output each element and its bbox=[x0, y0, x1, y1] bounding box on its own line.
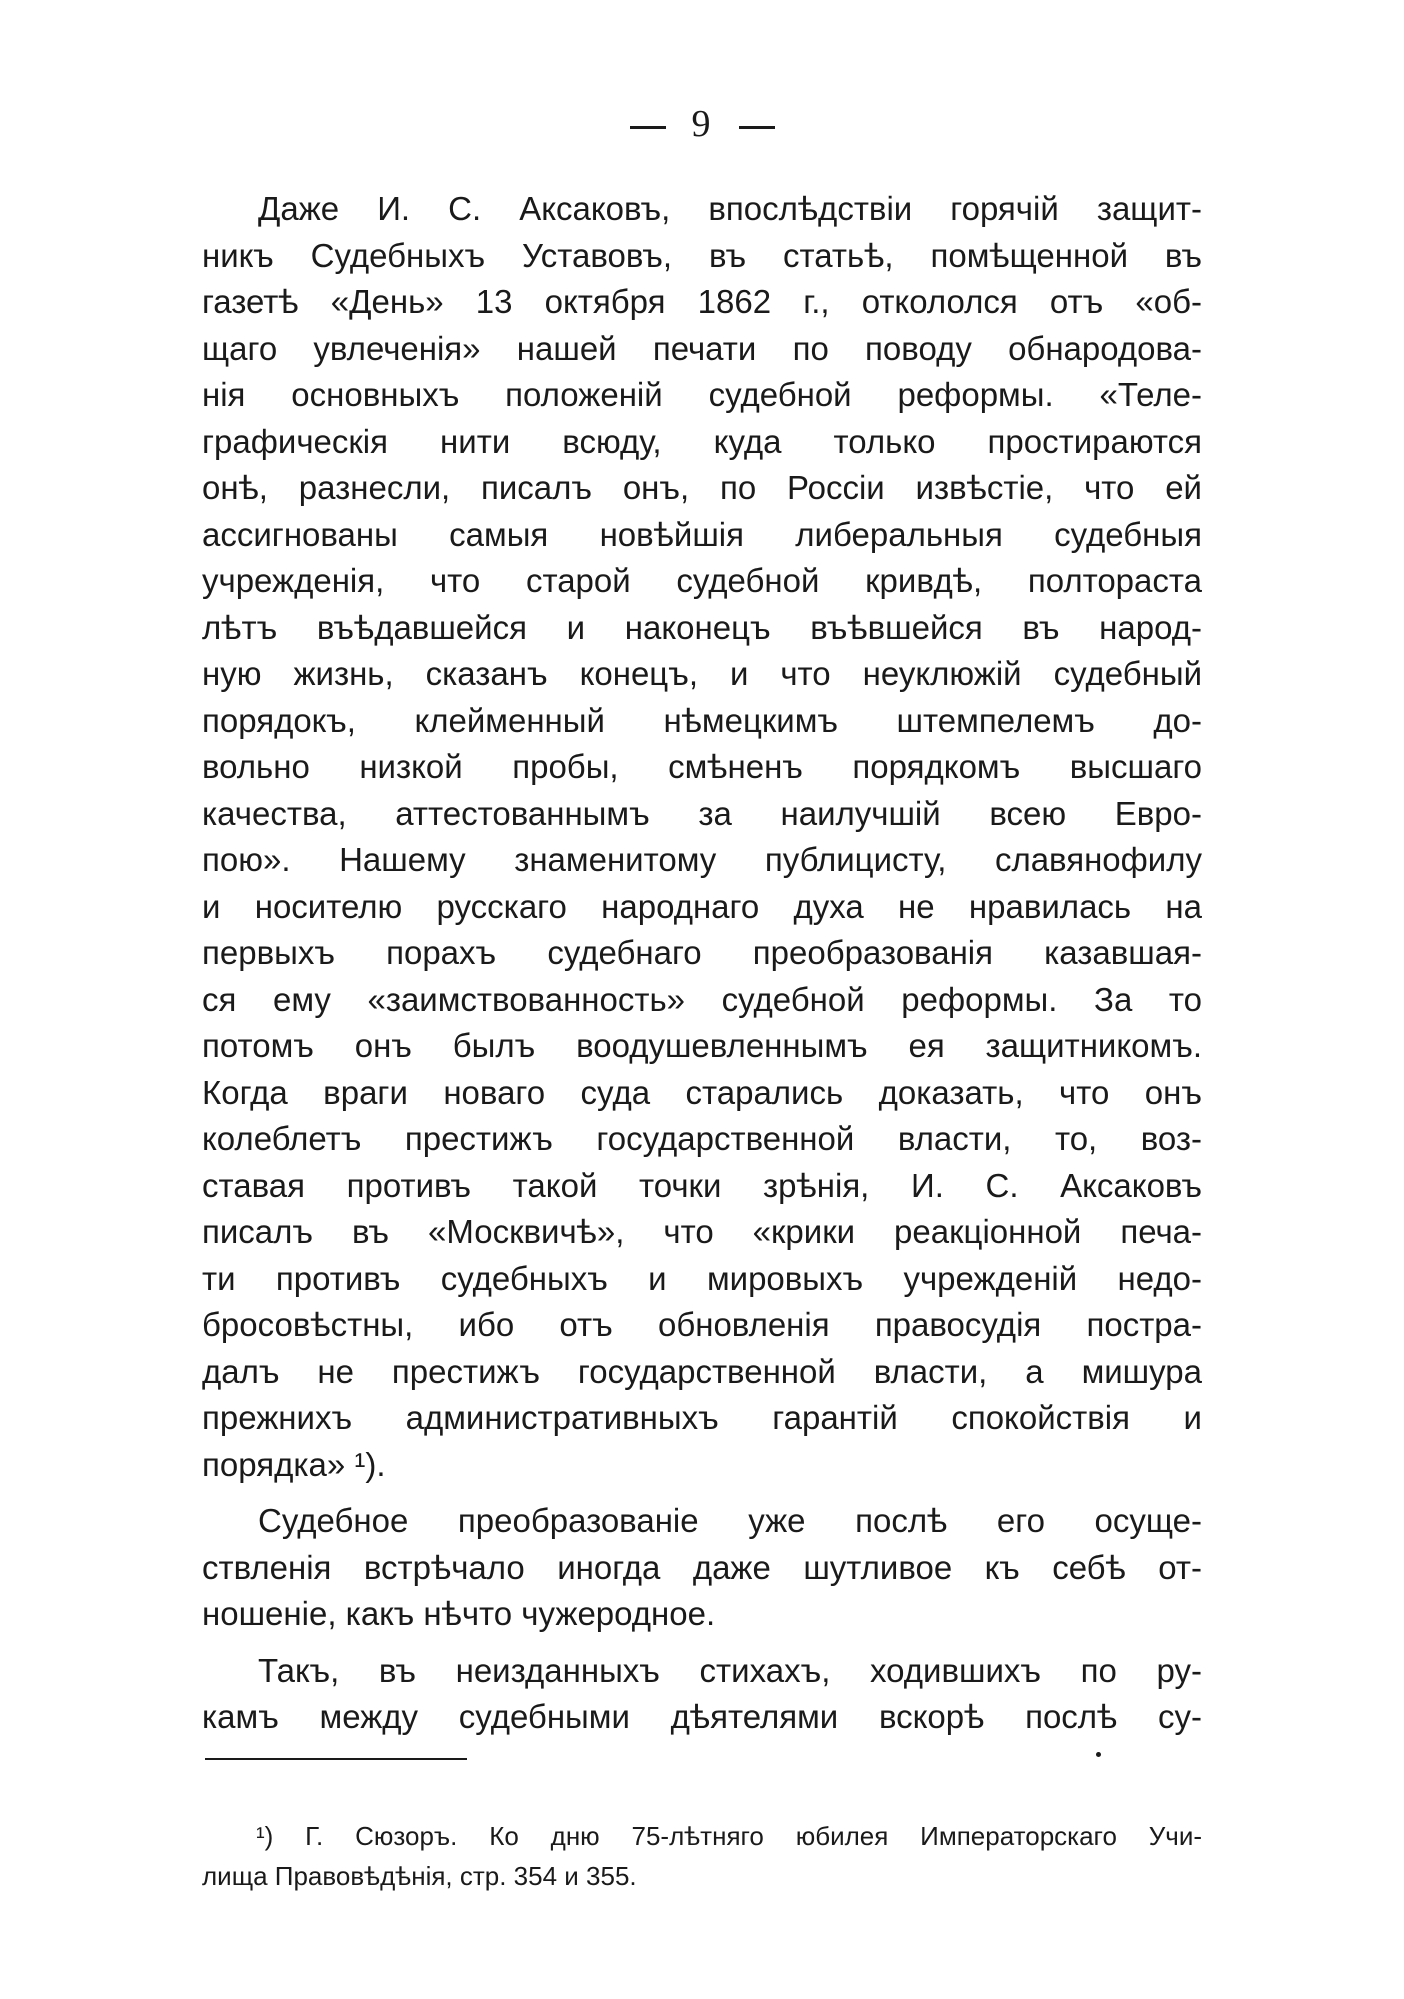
text-line: качества, аттестованнымъ за наилучшій всею Евро- bbox=[202, 794, 1202, 832]
text-line: никъ Судебныхъ Уставовъ, въ статьѣ, помѣщенной въ bbox=[202, 236, 1202, 274]
text-line: ставая противъ такой точки зрѣнія, И. С. Аксаковъ bbox=[202, 1166, 1202, 1204]
text-line: ствленія встрѣчало иногда даже шутливое къ себѣ от- bbox=[202, 1548, 1202, 1586]
paragraph-2 bbox=[202, 1498, 1202, 1638]
text-line: щаго увлеченія» нашей печати по поводу обнародова- bbox=[202, 329, 1202, 367]
text-line: потомъ онъ былъ воодушевленнымъ ея защитникомъ. bbox=[202, 1027, 1202, 1064]
text-line: первыхъ порахъ судебнаго преобразованія казавшая- bbox=[202, 934, 1202, 971]
text-line: нія основныхъ положеній судебной реформы. «Теле- bbox=[202, 376, 1202, 413]
body-text bbox=[202, 186, 1202, 1741]
text-line: газетѣ «День» 13 октября 1862 г., откололся отъ «об- bbox=[202, 283, 1202, 320]
text-line: порядка» ¹). bbox=[202, 1445, 386, 1483]
text-line: ся ему «заимствованность» судебной реформы. За то bbox=[202, 980, 1202, 1018]
paragraph-gap bbox=[202, 1638, 1202, 1648]
text-line: Судебное преобразованіе уже послѣ его осуще- bbox=[258, 1502, 1202, 1539]
text-line: онѣ, разнесли, писалъ онъ, по Россіи извѣстіе, что ей bbox=[202, 469, 1202, 506]
text-line: Даже И. С. Аксаковъ, впослѣдствіи горячій защит- bbox=[258, 190, 1202, 227]
footnote bbox=[202, 1816, 1202, 1896]
text-line: Такъ, въ неизданныхъ стихахъ, ходившихъ по ру- bbox=[258, 1651, 1202, 1689]
text-line: далъ не престижъ государственной власти, а мишура bbox=[202, 1352, 1202, 1390]
stray-dot bbox=[1096, 1752, 1101, 1757]
paragraph-3 bbox=[202, 1648, 1202, 1741]
text-line: пою». Нашему знаменитому публицисту, славянофилу bbox=[202, 841, 1202, 878]
text-line: бросовѣстны, ибо отъ обновленія правосудія пострa- bbox=[202, 1306, 1202, 1343]
page-number-value: 9 bbox=[691, 103, 713, 145]
text-line: ношеніе, какъ нѣчто чужеродное. bbox=[202, 1595, 716, 1632]
paragraph-gap bbox=[202, 1488, 1202, 1498]
paragraph-1 bbox=[202, 186, 1202, 1488]
text-line: вольно низкой пробы, смѣненъ порядкомъ высшаго bbox=[202, 748, 1202, 785]
text-line: порядокъ, клейменный нѣмецкимъ штемпелемъ до- bbox=[202, 701, 1202, 739]
text-line: и носителю русскаго народнаго духа не нравилась на bbox=[202, 887, 1202, 925]
text-line: писалъ въ «Москвичѣ», что «крики реакціонной печа- bbox=[202, 1213, 1202, 1250]
text-line: лѣтъ въѣдавшейся и наконецъ въѣвшейся въ народ- bbox=[202, 608, 1202, 646]
text-line: графическія нити всюду, куда только простираются bbox=[202, 422, 1202, 460]
page-number-dash-left bbox=[630, 126, 666, 129]
footnote-line: лища Правовѣдѣнія, стр. 354 и 355. bbox=[202, 1861, 637, 1891]
text-line: Когда враги новаго суда старались доказать, что онъ bbox=[202, 1073, 1202, 1111]
text-line: учрежденія, что старой судебной кривдѣ, полтораста bbox=[202, 562, 1202, 599]
page-number bbox=[0, 102, 1404, 146]
text-line: камъ между судебными дѣятелями вскорѣ послѣ су- bbox=[202, 1698, 1202, 1735]
text-line: ную жизнь, сказанъ конецъ, и что неуклюжій судебный bbox=[202, 655, 1202, 692]
page-number-dash-right bbox=[739, 126, 775, 129]
footnote-divider bbox=[205, 1758, 467, 1760]
footnote-line: ¹) Г. Сюзоръ. Ко дню 75-лѣтняго юбилея Императорскаго Учи- bbox=[256, 1821, 1202, 1851]
text-line: ассигнованы самыя новѣйшія либеральныя судебныя bbox=[202, 515, 1202, 553]
text-line: прежнихъ административныхъ гарантій спокойствія и bbox=[202, 1399, 1202, 1436]
text-line: ти противъ судебныхъ и мировыхъ учрежденій недо- bbox=[202, 1259, 1202, 1297]
text-line: колеблетъ престижъ государственной власти, то, воз- bbox=[202, 1120, 1202, 1157]
